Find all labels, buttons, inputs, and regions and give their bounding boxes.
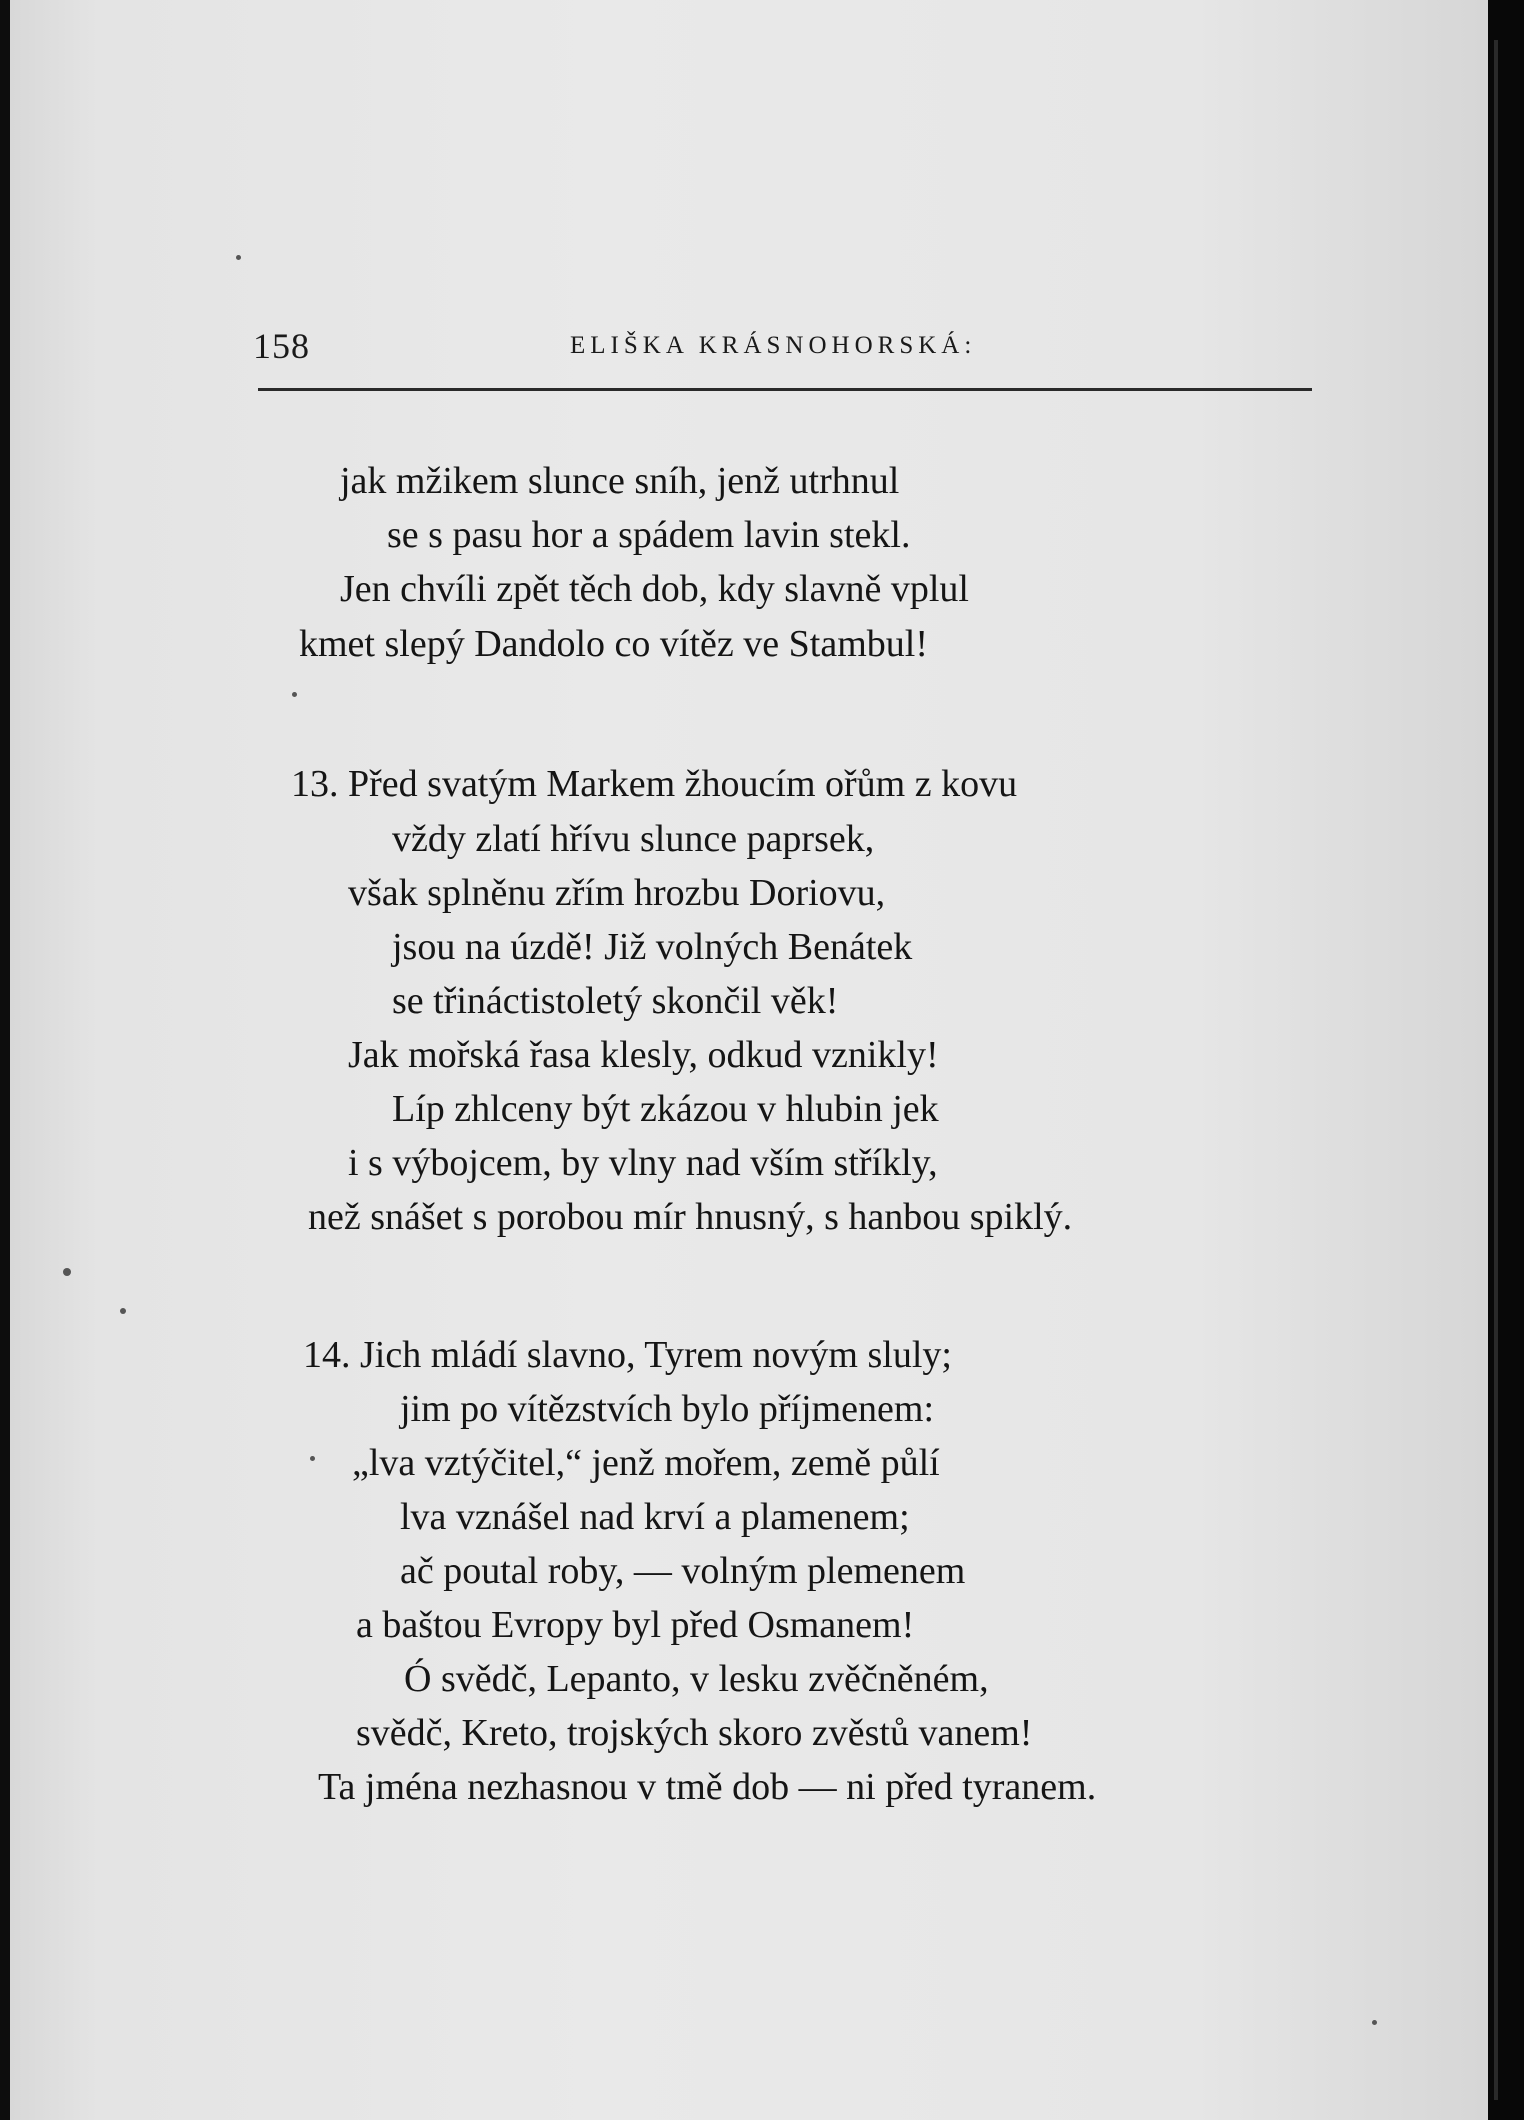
verse-line: 14. Jich mládí slavno, Tyrem novým sluly; <box>303 1334 952 1376</box>
verse-line: lva vznášel nad krví a plamenem; <box>400 1496 910 1538</box>
verse-line: jim po vítězstvích bylo příjmenem: <box>400 1388 935 1430</box>
verse-line: se s pasu hor a spádem lavin stekl. <box>387 514 911 556</box>
print-speck <box>310 1456 315 1461</box>
verse-line: kmet slepý Dandolo co vítěz ve Stambul! <box>299 623 928 665</box>
verse-line: 13. Před svatým Markem žhoucím ořům z kovu <box>291 763 1018 805</box>
verse-line: ač poutal roby, — volným plemenem <box>400 1550 966 1592</box>
verse-line: jsou na úzdě! Již volných Benátek <box>392 926 913 968</box>
print-speck <box>1372 2020 1377 2025</box>
print-speck <box>120 1308 126 1314</box>
verse-line: i s výbojcem, by vlny nad vším stříkly, <box>348 1142 938 1184</box>
verse-line: než snášet s porobou mír hnusný, s hanbou spiklý. <box>308 1196 1073 1238</box>
verse-line: svědč, Kreto, trojských skoro zvěstů vanem! <box>356 1712 1033 1754</box>
running-head: ELIŠKA KRÁSNOHORSKÁ: <box>570 332 977 359</box>
verse-line: však splněnu zřím hrozbu Doriovu, <box>348 872 886 914</box>
page-header <box>0 0 1524 400</box>
verse-line: „lva vztýčitel,“ jenž mořem, země půlí <box>352 1442 940 1484</box>
page-number: 158 <box>253 326 310 366</box>
verse-line: Jak mořská řasa klesly, odkud vznikly! <box>348 1034 939 1076</box>
header-rule <box>258 388 1312 391</box>
verse-line: a baštou Evropy byl před Osmanem! <box>356 1604 915 1646</box>
verse-line: Ta jména nezhasnou v tmě dob — ni před tyranem. <box>318 1766 1097 1808</box>
verse-line: jak mžikem slunce sníh, jenž utrhnul <box>340 460 900 502</box>
print-speck <box>292 692 297 697</box>
verse-line: Jen chvíli zpět těch dob, kdy slavně vplul <box>340 568 969 610</box>
verse-line: se třináctistoletý skončil věk! <box>392 980 839 1022</box>
verse-line: Líp zhlceny být zkázou v hlubin jek <box>392 1088 939 1130</box>
verse-line: Ó svědč, Lepanto, v lesku zvěčněném, <box>404 1658 989 1700</box>
verse-line: vždy zlatí hřívu slunce paprsek, <box>392 818 875 860</box>
print-speck <box>63 1268 71 1276</box>
